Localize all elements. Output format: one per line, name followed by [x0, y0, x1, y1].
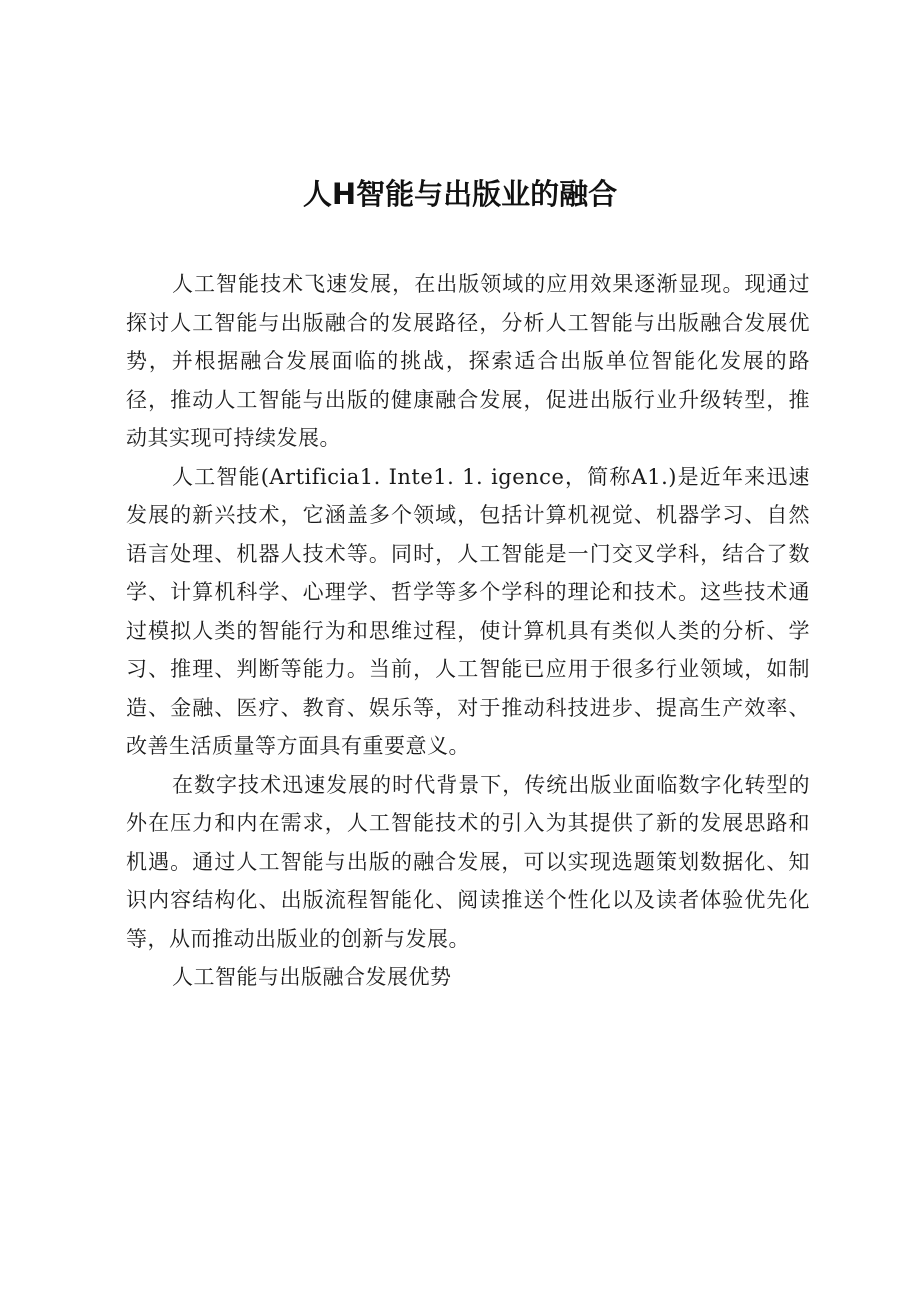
paragraph-3: 在数字技术迅速发展的时代背景下，传统出版业面临数字化转型的外在压力和内在需求，人工智能技术的引入为其提供了新的发展思路和机遇。通过人工智能与出版的融合发展，可以实现选题策划数据化、知识内容结构化、出版流程智能化、阅读推送个性化以及读者体验优先化等，从而推动出版业的创新与发展。	[126, 772, 810, 951]
paragraph-1: 人工智能技术飞速发展，在出版领域的应用效果逐渐显现。现通过探讨人工智能与出版融合的发展路径，分析人工智能与出版融合发展优势，并根据融合发展面临的挑战，探索适合出版单位智能化发展的路径，推动人工智能与出版的健康融合发展，促进出版行业升级转型，推动其实现可持续发展。	[126, 272, 810, 450]
paragraph-2: 人工智能(Artificia1. Inte1. 1. igence，简称A1.)是近年来迅速发展的新兴技术，它涵盖多个领域，包括计算机视觉、机器学习、自然语言处理、机器人技术等。同时，人工智能是一门交叉学科，结合了数学、计算机科学、心理学、哲学等多个学科的理论和技术。这些技术通过模拟人类的智能行为和思维过程，使计算机具有类似人类的分析、学习、推理、判断等能力。当前，人工智能已应用于很多行业领域，如制造、金融、医疗、教育、娱乐等，对于推动科技进步、提高生产效率、改善生活质量等方面具有重要意义。	[126, 464, 810, 758]
document-title: 人H智能与出版业的融合	[302, 177, 618, 211]
document-body	[126, 265, 810, 997]
section-heading: 人工智能与出版融合发展优势	[172, 965, 452, 989]
